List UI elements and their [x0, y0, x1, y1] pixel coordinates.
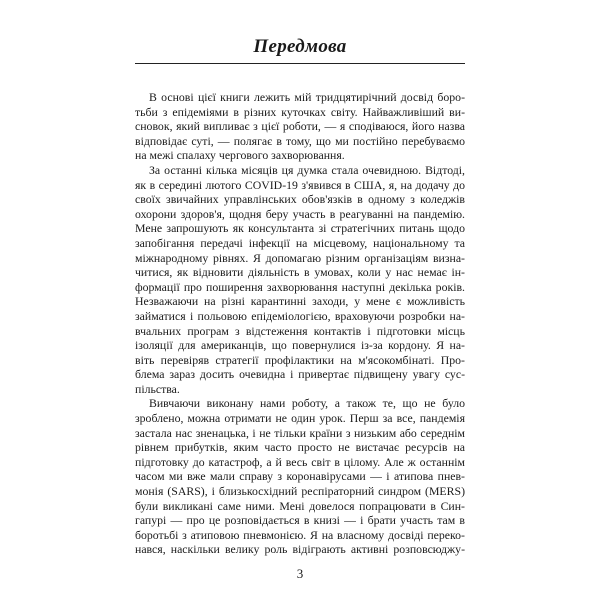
text-line: віть перевіряв стратегії профілактики на м'ясокомбінаті. Про- [135, 352, 465, 367]
text-line: охорони здоров'я, щодня беру участь в реагуванні на пандемію. [135, 206, 465, 221]
text-line: застала нас зненацька, і не тільки країни з низьким або середнім [135, 425, 465, 440]
text-line: За останні кілька місяців ця думка стала очевидною. Відтоді, [149, 162, 465, 177]
text-line: монія (SARS), і близькосхідний респіраторний синдром (MERS) [135, 484, 465, 499]
text-line: тьби з епідеміями в різних куточках світу. Найважливіший ви- [135, 104, 465, 119]
text-line: відповідає суті, — полягає в тому, що ми постійно перебуваємо [135, 133, 465, 148]
text-line: підготовку до катастроф, а й весь світ в цілому. Але ж останнім [135, 454, 465, 469]
text-line: рівнем прибутків, яким часто просто не вистачає ресурсів на [135, 440, 465, 455]
text-line: на межі спалаху чергового захворювання. [135, 148, 345, 163]
page-number: 3 [296, 566, 304, 581]
text-line: сновок, який випливає з цієї роботи, — я сподіваюся, його назва [135, 119, 465, 134]
text-line: як в середині лютого COVID-19 з'явився в США, я, на додачу до [135, 177, 465, 192]
text-line: гапурі — про це розповідається в книзі — і брати участь там в [135, 513, 465, 528]
text-line: нався, наскільки велику роль відіграють активні розповсюджу- [135, 542, 465, 557]
text-line: ізоляції для американців, що повернулися із-за кордону. Я на- [135, 338, 465, 353]
text-line: Мене запрошують як консультанта зі стратегічних питань щодо [135, 221, 465, 236]
text-line: вчальних програм з відстеження контактів і підготовки місць [135, 323, 465, 338]
text-line: запобігання передачі інфекції на місцевому, національному та [135, 235, 465, 250]
text-line: міжнародному рівнях. Я допомагаю різним організаціям визна- [135, 250, 465, 265]
text-line: блема зараз досить очевидна і привертає підвищену увагу сус- [135, 367, 465, 382]
title-divider [135, 63, 465, 64]
text-line: Незважаючи на різні карантинні заходи, у мене є можливість [135, 294, 465, 309]
text-line: часом ми вже мали справу з коронавірусами — і атипова пнев- [135, 469, 465, 484]
text-line: читися, як відновити діяльність в умовах, коли у нас немає ін- [135, 265, 465, 280]
text-line: зроблено, можна отримати не один урок. Перш за все, пандемія [135, 411, 465, 426]
body-text [135, 90, 465, 557]
text-line: своїх звичайних управлінських обов'язків в одному з коледжів [135, 192, 465, 207]
text-line: були викликані саме ними. Мені довелося попрацювати в Син- [135, 498, 465, 513]
text-line: пільства. [135, 381, 180, 396]
text-line: Вивчаючи виконану нами роботу, а також те, що не було [149, 396, 465, 411]
text-line: займатися і польовою епідеміологією, враховуючи розробки на- [135, 308, 465, 323]
chapter-title: Передмова [253, 36, 347, 57]
text-line: боротьбі з атиповою пневмонією. Я на власному досвіді переко- [135, 527, 465, 542]
text-line: формації про поширення захворювання наступні декілька років. [135, 279, 465, 294]
text-line: В основі цієї книги лежить мій тридцятирічний досвід боро- [149, 90, 465, 104]
